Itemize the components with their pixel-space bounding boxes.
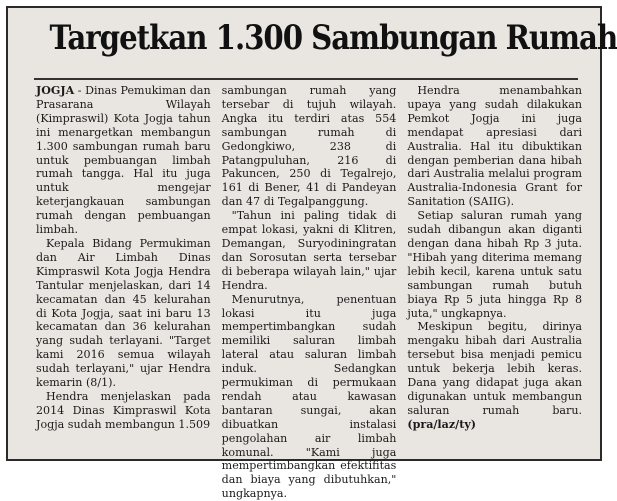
paragraph: Menurutnya, penentuan lokasi itu juga mempertimbangkan sudah memiliki saluran limbah lateral atau saluran limbah induk. Sedangkan permukiman di permukaan rendah atau kawasan bantaran sungai, akan dibuatkan instalasi pengolahan air limbah komunal. "Kami juga mempertimbangkan efektifitas dan biaya yang dibutuhkan," ungkapnya.: [221, 292, 397, 501]
paragraph: Setiap saluran rumah yang sudah dibangun akan diganti dengan dana hibah Rp 3 juta. "Hibah yang diterima memang lebih kecil, karena untuk satu sambungan rumah butuh biaya Rp 5 juta hingga Rp 8 juta," ungkapnya.: [407, 209, 583, 320]
article-body: [36, 84, 583, 501]
headline-rule: [34, 78, 578, 80]
paragraph: [36, 84, 211, 237]
column-2: [221, 84, 397, 501]
column-1: [36, 84, 211, 451]
news-clipping: [6, 6, 617, 501]
byline: (pra/laz/ty): [407, 417, 477, 431]
paragraph: Hendra menambahkan upaya yang sudah dilakukan Pemkot Jogja ini juga mendapat apresiasi dari Australia. Hal itu dibuktikan dengan pemberian dana hibah dari Australia melalui program Australia-Indonesia Grant for Sanitation (SAIIG).: [407, 84, 583, 209]
paragraph: Kepala Bidang Permukiman dan Air Limbah Dinas Kimpraswil Kota Jogja Hendra Tantular menjelaskan, dari 14 kecamatan dan 45 kelurahan di Kota Jogja, saat ini baru 13 kecamatan dan 36 kelurahan yang sudah terlayani. "Target kami 2016 semua wilayah sudah terlayani," ujar Hendra kemarin (8/1).: [36, 236, 211, 390]
paragraph-text: - Dinas Pemukiman dan Prasarana Wilayah (Kimpraswil) Kota Jogja tahun ini menargetkan membangun 1.300 sambungan rumah baru untuk pembuangan limbah rumah tangga. Hal itu juga untuk mengejar keterjangkauan sambungan rumah dengan pembuangan limbah.: [36, 84, 211, 237]
paragraph-text: Meskipun begitu, dirinya mengaku hibah dari Australia tersebut bisa menjadi pemicu untuk bekerja lebih keras. Dana yang didapat juga akan digunakan untuk membangun saluran rumah baru.: [407, 320, 583, 417]
paragraph: "Tahun ini paling tidak di empat lokasi, yakni di Klitren, Demangan, Suryodiningratan dan Sorosutan serta tersebar di beberapa wilayah lain," ujar Hendra.: [221, 209, 397, 292]
headline: Targetkan 1.300 Sambungan Rumah: [49, 18, 617, 58]
paragraph: sambungan rumah yang tersebar di tujuh wilayah. Angka itu terdiri atas 554 sambungan rumah di Gedongkiwo, 238 di Patangpuluhan, 216 di Pakuncen, 250 di Tegalrejo, 161 di Bener, 41 di Pandeyan dan 47 di Tegalpanggung.: [221, 84, 397, 209]
dateline: JOGJA: [36, 84, 75, 97]
column-3: [407, 84, 582, 451]
paragraph: Hendra menjelaskan pada 2014 Dinas Kimpraswil Kota Jogja sudah membangun 1.509: [36, 389, 211, 431]
paragraph: [407, 320, 582, 431]
